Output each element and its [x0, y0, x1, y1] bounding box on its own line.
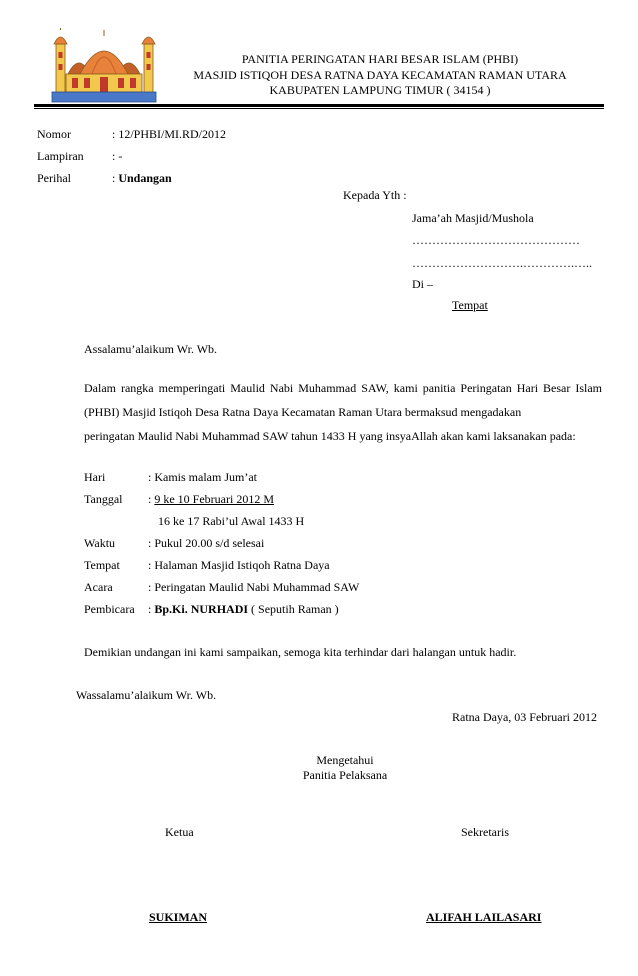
acara-value: : Peringatan Maulid Nabi Muhammad SAW [148, 580, 360, 594]
header-line-3: KABUPATEN LAMPUNG TIMUR ( 34154 ) [269, 83, 491, 97]
recipient-line-2: …………………………………… [412, 233, 580, 247]
sekretaris-name: ALIFAH LAILASARI [426, 910, 542, 924]
paragraph-last-line: peringatan Maulid Nabi Muhammad SAW tahun 1433 H yang insyaAllah akan kami laksanakan pada: [84, 429, 576, 443]
pembicara-suffix: ( Seputih Raman ) [248, 602, 339, 616]
acara-label: Acara [84, 580, 113, 594]
hari-value: : Kamis malam Jum’at [148, 470, 257, 484]
perihal-row [112, 171, 172, 186]
header-line-2: MASJID ISTIQOH DESA RATNA DAYA KECAMATAN RAMAN UTARA [193, 68, 567, 82]
perihal-value: Undangan [118, 171, 172, 185]
main-paragraph [84, 376, 602, 448]
salam-penutup: Wassalamu’alaikum Wr. Wb. [76, 688, 217, 702]
recipient-line-3: ……………………….………….….. [412, 256, 592, 270]
kepada-yth: Kepada Yth : [343, 188, 407, 202]
ketua-name: SUKIMAN [149, 910, 208, 924]
perihal-label: Perihal [37, 171, 71, 185]
mengetahui: Mengetahui [316, 753, 374, 767]
pembicara-colon: : [148, 602, 155, 616]
tanggal-value: 9 ke 10 Februari 2012 M [154, 492, 274, 506]
pembicara-label: Pembicara [84, 602, 135, 616]
waktu-label: Waktu [84, 536, 116, 550]
tanggal-row [148, 492, 274, 507]
paragraph-justified: Dalam rangka memperingati Maulid Nabi Muhammad SAW, kami panitia Peringatan Hari Besar Islam (PHBI) Masjid Istiqoh Desa Ratna Daya Kecamatan Raman Utara bermaksud mengadakan [84, 381, 602, 419]
header-rule-thin [34, 108, 604, 109]
tempat-label: Tempat [84, 558, 120, 572]
mosque-logo-icon [50, 28, 158, 106]
lampiran-value: : - [112, 149, 123, 163]
recipient-tempat: Tempat [452, 298, 488, 312]
closing-text: Demikian undangan ini kami sampaikan, semoga kita terhindar dari halangan untuk hadir. [84, 645, 517, 659]
place-date: Ratna Daya, 03 Februari 2012 [452, 710, 597, 724]
tanggal-colon: : [148, 492, 155, 506]
pembicara-name: Bp.Ki. NURHADI [154, 602, 249, 616]
perihal-colon: : [112, 171, 119, 185]
tanggal-hijri: 16 ke 17 Rabi’ul Awal 1433 H [158, 514, 305, 528]
waktu-value: : Pukul 20.00 s/d selesai [148, 536, 265, 550]
recipient-di: Di – [412, 277, 433, 291]
nomor-value: : 12/PHBI/MI.RD/2012 [112, 127, 227, 141]
ketua-label: Ketua [165, 825, 194, 839]
recipient-line-1: Jama’ah Masjid/Mushola [412, 211, 534, 225]
panitia-pelaksana: Panitia Pelaksana [302, 768, 388, 782]
nomor-label: Nomor [37, 127, 71, 141]
hari-label: Hari [84, 470, 106, 484]
header-rule-thick [34, 104, 604, 107]
tanggal-label: Tanggal [84, 492, 123, 506]
tempat-value: : Halaman Masjid Istiqoh Ratna Daya [148, 558, 330, 572]
header-line-1: PANITIA PERINGATAN HARI BESAR ISLAM (PHBI) [241, 52, 519, 66]
greeting: Assalamu’alaikum Wr. Wb. [84, 342, 218, 356]
sekretaris-label: Sekretaris [461, 825, 509, 839]
lampiran-label: Lampiran [37, 149, 84, 163]
pembicara-row [148, 602, 339, 617]
